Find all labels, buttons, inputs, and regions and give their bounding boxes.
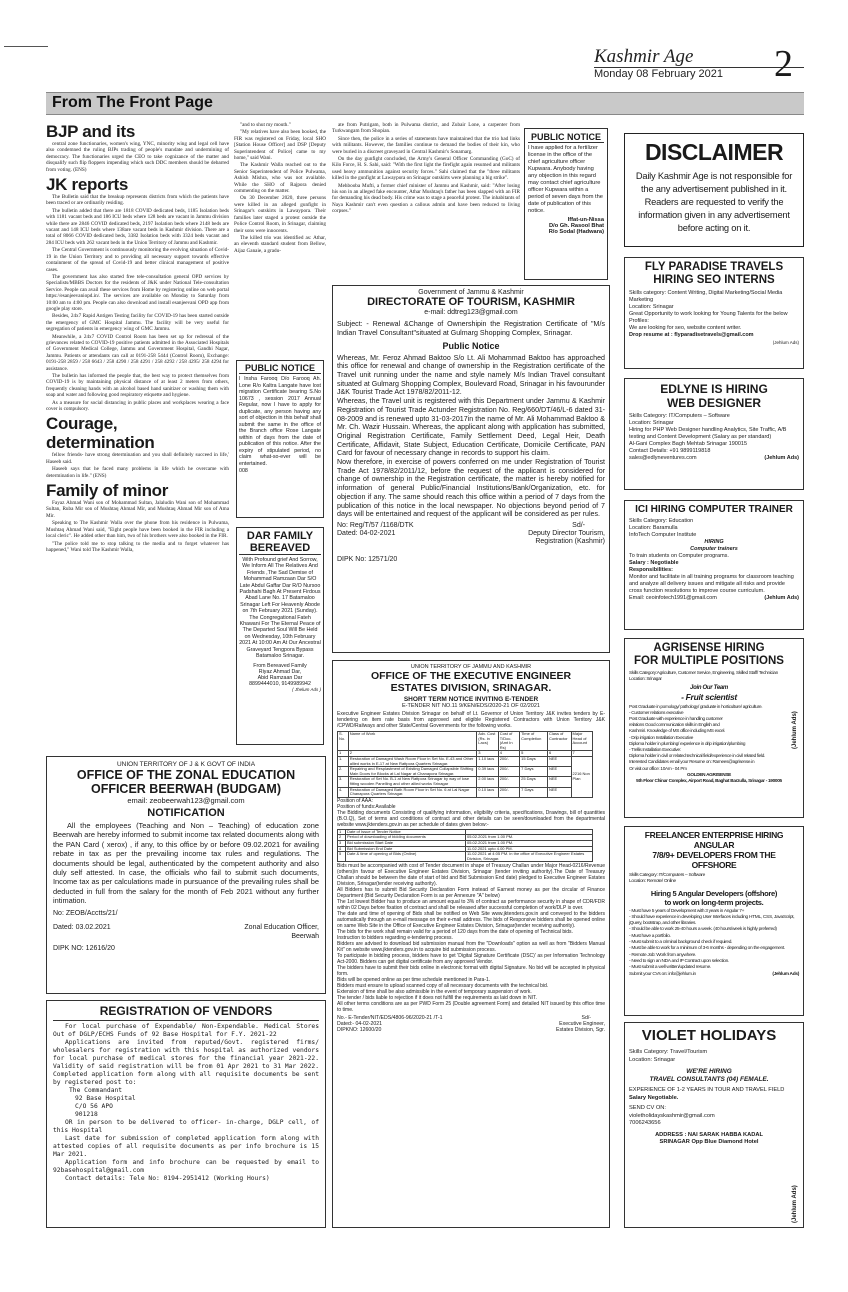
engineer-enit: E-TENDER NIT NO.11 9/KEN/EDS/2020-21 OF 02/2021 bbox=[402, 703, 540, 709]
edlyne-title1: EDLYNE IS HIRING bbox=[660, 382, 768, 396]
bereaved-from: From Bereaved Family bbox=[253, 662, 307, 669]
disclaimer-body: Daily Kashmir Age is not responsible for the any advertisement published in it. Readers are requested to verify the information given in any advertisement before acting on it. bbox=[635, 171, 793, 233]
table-row: 4 Bid Submission End Date 11.02.2021 upto 4.00 PM. bbox=[338, 846, 593, 852]
engineer-title2: ESTATES DIVISION, SRINAGAR. bbox=[390, 682, 552, 694]
engineer-intro: Executive Engineer Estates Division Srinagar on behalf of Lt. Governor of Union Territory J&K invites tenders by E-tendering on item rate basis from approved and eligible Registered Contractors with Union Territory J&K /CPWD/Railways and other State/Central Governments for the following works. bbox=[337, 711, 605, 729]
headline-jk-reports: JK reports bbox=[46, 175, 129, 195]
notice-insha-body: I Insha Farooq D/o Farooq Ah. Lone R/o Kaltra Langate have lost migration Certificate bearing S.No 10673 , session 2017 Annual Regular, now I have to apply for duplicate, any person having any sort of objection in this behalf shall submit the same in the office of the Branch office Rose Langate within of days from the date of publication of this notice. After the expiry of stipulated period, no claim what-so-ever will be entertained. bbox=[239, 376, 321, 467]
masthead-brand: Kashmir Age bbox=[594, 46, 694, 67]
masthead-rule bbox=[594, 67, 804, 68]
zonal-notification: NOTIFICATION bbox=[147, 807, 225, 819]
agrisense-title2: FOR MULTIPLE POSITIONS bbox=[634, 655, 784, 667]
masthead-date: Monday 08 February 2021 bbox=[594, 68, 724, 80]
notice-iffat-relation: D/o Gh. Rasool Bhat bbox=[549, 223, 604, 229]
zonal-ut: UNION TERRITORY OF J & K GOVT OF INDIA bbox=[116, 761, 256, 768]
headline-bjp: BJP and its bbox=[46, 122, 135, 141]
notice-iffat-title: PUBLIC NOTICE bbox=[528, 132, 604, 143]
bereaved-ads: ( Jhelum Ads ) bbox=[292, 686, 321, 692]
notice-iffat-body: I have applied for a fertilizer license in the office of the chief agriculture officer Kupwara. Anybody having any objection in this regard may contact chief agriculture officer Kupwara within a period of seven days from the date of publication of this notice. bbox=[528, 145, 603, 214]
vendors-notice bbox=[46, 1000, 326, 1228]
engineer-ut: UNION TERRITORY OF JAMMU AND KASHMIR bbox=[410, 664, 532, 670]
bereaved-body: With Profound grief And Sorrow, We Inform All The Relatives And Friends ,The Sad Demise of Mohammad Ramzaan Dar S/O Late Abdul Gaffar Dar R/O Nursoo Padshahi Bagh At Present Firdous Abad Lane No. 17 Batamaloo Srinagar Left For Heavenly Abode on 7th February 2021 (Sunday). The Congregational Fateh Khawani For The Eternal Peace of The Departed Soul Will Be Held on Wednesday, 10th February 2021 At 10:00 Am At Our Ancestral Graveyard Tengpora Bypass Batamaloo Srinagar. bbox=[239, 557, 321, 660]
bereaved-phone: 8899444010, 9149989942 bbox=[249, 680, 311, 687]
engineer-subtitle: SHORT TERM NOTICE INVITING E-TENDER bbox=[403, 696, 539, 703]
violet-title: VIOLET HOLIDAYS bbox=[641, 1027, 777, 1044]
zonal-body: All the employees (Teaching and Non – Teaching) of education zone Beerwah are hereby informed to submit income tax related documents along with the PAN Card ( xerox) , if any, to this office by or before 09.02.2021 for availing rebate in tax as per the prevailing income tax rules and regulations. The documents should be legal, authenticated by the competent authority and also duly self attested. In case, the officials who fail to submit such documents, Income tax as per calculations made in pursuance of the prevailing rules shall be deducted in full from the salary for the month of Feb 2021 without any further intimation. bbox=[53, 821, 319, 906]
table-row: 3. Restoration of Set No. B-1 at New Rattpora Srinagar by way of lose fitting wooden Panelling and other allied works Srinagar 2.00 lacs 200/- 25 Days NEE bbox=[338, 777, 593, 787]
engineer-tender bbox=[332, 660, 610, 1228]
tourism-gov: Government of Jammu & Kashmir bbox=[418, 289, 524, 296]
section-banner bbox=[46, 92, 804, 115]
table-row: 2. Repairing and Resplastment of Existing Damaged Collapsible Shifting Main Doors for Blocks at Lal Nagar at Chanapora Srinagar. 0.39 lacs 200/- 7 Days NEE bbox=[338, 767, 593, 777]
works-table-numbers: 1 2 3 4 5 6 7 bbox=[338, 751, 593, 757]
dates-table bbox=[337, 829, 593, 863]
fly-title2: HIRING SEO INTERNS bbox=[653, 274, 775, 286]
agrisense-body: Skills Category:Agriculture, Customer Service, Engineering, Skilled Staff/ Technician Location: Srinagar Join Our Team - Fruit scientist Post Graduate in pomology/ pathology/ graduate in horticulture/ agriculture. - Customer relations executive Post Graduate with experience in handling customer relations Good communication skills in English and Kashmiri. Knowledge of MS office including MS excel. - Drip irrigation Installation Executive Diploma holder in plumbing/ experience in drip irrigation/plumbing - Trellis Installation Executive: Diploma holder in civil or related technical field/experience in civil related field. Interested Candidates email your Resume on: Ramees@agrisense.in Or visit our office: 10Am - 04 Pm GOLDEN AGRISENSE 5th Floor Chinar Complex, Airport Road, Baghat Barzulla, Srinagar - 190005 bbox=[629, 670, 782, 784]
tourism-notice bbox=[332, 285, 610, 653]
top-rule bbox=[4, 46, 48, 47]
ici-body: Skills Category: Education Location: Baramulla InfoTech Computer Institute HIRING Computer trainers To train students on Computer programs. Salary : Negotiable Responsibilities: Monitor and facilitate in all training programs for classroom teaching and analyze all delivery issues and mitigate all risks and provide cross function resolutions to improve course curriculum. Email: ceoinfotech1991@gmail.com (Jehlum Ads) bbox=[629, 518, 799, 601]
zonal-dipk: DIPK NO: 12616/20 bbox=[53, 944, 115, 952]
table-row: 1. Restoration of Damaged Wash Room Floor in Set No. E-43 and Other allied works in E-17 at New Rattpora Quarters Srinagar. 1.10 lacs 200/- 15 Days NEE 2216 Non Plan bbox=[338, 756, 593, 766]
works-table-header: S. No. Name of Work Adv. Cost (Rs. in Lacs) Cost of T/Doc. (Amt In Rs) Time of Completion Class of Contractor Major Head of Account bbox=[338, 732, 593, 751]
zonal-title2: OFFICER BEERWAH (BUDGAM) bbox=[90, 782, 282, 796]
edlyne-body: Skills Category: IT/Computers – Software Location: Srinagar Hiring for PHP Web Designer handling Analytics, Site Traffic, A/B testing and Content Development (Salary as per standard) Al-Gani Complex Bagh Mehtab Srinagar 190015 Contact Details: +91 9899119818 sales@edlyneventures.com (Jehlum Ads) bbox=[629, 413, 799, 461]
tourism-footer: No: Reg/T/57 /1168/DTK Sd/- Dated: 04-02-2021 Deputy Director Tourism, Registration (Kashmir) bbox=[337, 521, 605, 545]
tourism-title: DIRECTORATE OF TOURISM, KASHMIR bbox=[367, 296, 575, 308]
zonal-footer: No: ZEOB/Acctts/21/ Dated: 03.02.2021 Zonal Education Officer, Beerwah bbox=[53, 909, 319, 940]
bereaved-name1: Riyaz Ahmad Dar, bbox=[258, 668, 302, 675]
engineer-footer: No.- E-Tender/NIT/EDS/4806-96/2020-21 /T-1 Sd/- Dated:- 04-02-2021 Executive Engineer, DIPKNO: 12600/20 Estates Division, Sgr. bbox=[337, 1015, 605, 1034]
page-number: 2 bbox=[774, 44, 793, 84]
freelancer-title1: FREELANCER ENTERPRISE HIRING ANGULAR bbox=[644, 830, 784, 850]
agrisense-title1: AGRISENSE HIRING bbox=[653, 642, 765, 654]
tourism-dipk: DIPK No: 12571/20 bbox=[337, 555, 398, 563]
table-row: 4. Restoration of Damaged Bath Room Floor in Set No. 6 at Lal Nagar Chanapora Quarters Srinagar. 0.10 lacs 200/- 7 Days NEE bbox=[338, 787, 593, 797]
table-row: 2 Period of downloading of bidding documents 05.02.2021 from 1.00 PM. bbox=[338, 835, 593, 841]
column-1 bbox=[46, 122, 229, 746]
ad-ici bbox=[624, 500, 804, 630]
notice-insha bbox=[236, 360, 324, 518]
engineer-body-b: Bids must be accompanied with cost of Tender document in shape of Treasury Challan under Major Head-0216/Revenue (others)in favour of Executive Engineer Estates Division, Srinagar (tender inviting authority).The Date of Treasury Challan should be between the date of start of bid and Bid Submission End date) pledged to Executive Engineer Estates Division, Srinagar(tender receiving authority). All Bidders has to submit Bid Security Declaration Form instead of Earnest money as per the circular of Finance Department (Bid Security Declaration Form is as per Annexure "A" below) The 1st lowest Bidder has to produce an amount equal to 3% of contract as performance security in shape of CDR/FDR within 02 Days before fixation of contract and shall be released after successful completion of work/DLP is over. The date and time of opening of Bids shall be notified on Web Site www.jktenders.gov.in and conveyed to the bidders automatically through an e-mail message on their e-mail address. The bids of Responsive bidders shall be opened online on same Web Site in the Office of Executive Engineer Estates Division, Srinagar(tender receiving authority). The bids for the work shall remain valid for a period of 120 days from the date of opening of Technical bids. Instruction to bidders regarding e-tendering process. Bidders are advised to download bid submission manual from the "Downloads" option as well as from "Bidders Manual Kit" on website www.jktenders.gov.in to acquire bid submission process. To participate in bidding process, bidders have to get 'Digital Signature Certificate (DSC)' as per Information Technology Act-2000. Bidders can get digital certificate from any approved Vendor. The bidders have to submit their bids online in electronic format with digital Signature. No bid will be accepted in physical form. Bids will be opened online as per time schedule mentioned in Para-1. Bidders must ensure to upload scanned copy of all necessary documents with the technical bid. Extension of time shall be also admissible in the event of temporary suspension of work. The tender / bids liable to rejection if it does not fulfill the requirements as laid down in NIT. All other terms conditions are as per PWD Form 25 (Double agreement Form) and detailed NIT issued by this office time to time. bbox=[337, 863, 605, 1014]
table-row: 3 Bid submission Start Date 05.02.2021 from 1.00 PM. bbox=[338, 840, 593, 846]
disclaimer-box bbox=[624, 133, 804, 247]
zonal-education-notice bbox=[46, 756, 326, 994]
freelancer-body: Skills Category: IT/Computers – Software Location: Remote/ Online Hiring 5 Angular Developers (offshore) to work on long-term projects. - Must have 5 years of Development with 3 years in Angular 7+ - Should have experience in developing User Interfaces including HTML, CSS, JavaScript, jQuery, bootstrap, and other libraries. - Should be able to work 25-40 hours a week. (40 hours/week is highly preferred) - Must have a portfolio. - Must submit to a criminal background check if required. - Must be able to work for a minimum of 3-6 months - depending on the engagement. - Remote Job: Work from anywhere. - Need to sign an NDA and IP Contract upon selection. - Must submit a well written/updated resume. Submit your CVs on: info@jehlum.in (Jehlum Ads) bbox=[629, 873, 799, 977]
zonal-email: email: zeobeerwah123@gmail.com bbox=[127, 796, 245, 805]
notice-insha-title: PUBLIC NOTICE bbox=[239, 363, 321, 374]
table-row: 1 Date of Issue of Tender Notice bbox=[338, 829, 593, 835]
engineer-body-a: Position of AAA: Position of funds:Available The Bidding documents Consisting of qualifying information, eligibility criteria, specifications, Drawings, bill of quantities (B.O.Q), Set of terms and conditions of contract and other details can be seen/downloaded from the departmental website www.jktenders.gov.in as per schedule of dates given below:- bbox=[337, 797, 605, 828]
article-bjp: central zone functionaries, women's wing, YNC, minority wing and legal cell have also condemned the ruling BJPs trading of people's mandate and undermining of democracy. The functionaries urged the CEO to take cognizance of the matter and disqualify such flip floppers impending which such DDC members should be debarred from voting. (ENS) bbox=[46, 141, 229, 173]
fly-title1: FLY PARADISE TRAVELS bbox=[644, 261, 784, 273]
ad-agrisense bbox=[624, 638, 804, 818]
disclaimer-title: DISCLAIMER bbox=[644, 139, 784, 165]
vendors-body: For local purchase of Expendable/ Non-Expendable. Medical Stores Out of DGLP/ECHS Funds of 92 Base Hospital for F.Y. 2021-22 Applications are invited from reputed/Govt. registered firms/ wholesalers for registration with this hospital as authorized vendors for local purchase of medical stores for the financial year 2021-22. Validity of said registration will be from 01 Apr 2021 to 31 Mar 2022. Completed application form along with all requisite documents be sent by registered post to: The Commandant 92 Base Hospital C/O 56 APO 901218 OR in person to be delivered to officer- in-charge, DGLP cell, of this Hospital Last date for submission of completed application form along with attested copies of all requisite documents as per info brochure is 15 Mar 2021. Application form and info brochure can be requested by email to 92basehospital@gmail.com Contact details: Tele No: 0194-2951412 (Working Hours) bbox=[53, 1023, 319, 1182]
violet-ads: (Jehlum Ads) bbox=[792, 1185, 798, 1223]
notice-iffat-name: Iffat-un-Nissa bbox=[567, 217, 604, 223]
notice-iffat bbox=[524, 128, 608, 280]
notice-iffat-address: R/o Sodal (Hadwara) bbox=[548, 229, 604, 235]
tourism-public-notice: Public Notice bbox=[442, 340, 500, 351]
violet-body: Skills Category: Travel/Tourism Location: Srinagar WE'RE HIRING TRAVEL CONSULTANTS (04) FEMALE. EXPERIENCE OF 1-2 YEARS IN TOUR AND TRAVEL FIELD Salary Negotiable. SEND CV ON: violetholidayskashmir@gmail.com 7006243656 ADDRESS : NAI SARAK HABBA KADAL SRINAGAR Opp Blue Diamond Hotel bbox=[629, 1049, 785, 1145]
article-family: Fayaz Ahmad Wani son of Mohammad Sultan, Jalaludin Wani son of Mohammad Sultan, Ruba Mir son of Mushtaq Ahmad Mir, and Mushtaq Ahmad Mir son of Ama Mir. Speaking to The Kashmir Walla over the phone from his residence in Pulwama, Mushtaq Ahmad Wani said, "Eight people have been booked in the FIR including a local cleric". He added other than him, two of his brothers were also booked in the FIR. "The police told me to stop talking to the media and to forget whatever has happened," Wani told The Kashmir Walla, bbox=[46, 500, 229, 553]
table-row: 5 Date & time of opening of Bids (Online) 11.02.2021 at 4:05 PM. in the office of Executive Engineer Estates Division, Srinagar. bbox=[338, 852, 593, 862]
bereaved-title: DAR FAMILY BEREAVED bbox=[239, 530, 321, 555]
ad-edlyne bbox=[624, 378, 804, 490]
tourism-subject: Subject: - Renewal &Change of Ownershipin the Registration Certificate of "M/s Indian Travel Consultant"situated at Gulmarg Shopping Complex, Srinagar. bbox=[337, 320, 605, 337]
section-title: From The Front Page bbox=[52, 94, 213, 111]
works-table bbox=[337, 731, 593, 798]
article-courage: fellow friends- have strong determination and you shall definitely succeed in life,' Haseeb said. Haseeb says that he faced many problems in life which he overcame with determination in life." (ENS) bbox=[46, 452, 229, 479]
engineer-title1: OFFICE OF THE EXECUTIVE ENGINEER bbox=[370, 670, 572, 682]
notice-insha-ref: 008 bbox=[239, 468, 248, 474]
ad-freelancer bbox=[624, 826, 804, 1016]
article-jk-reports: The Bulletin said that the breakup represents districts from which the patients have been traced or are ordinarily residing. The bulletin added that there are 1818 COVID dedicated beds, 1185 Isolation beds with 1181 vacant beds and 186 ICU beds where 128 beds are vacant in Jammu division while there are 2846 COVID dedicated beds, 2197 Isolation beds where 2148 beds are vacant and 148 ICU beds where 138are vacant beds in Kashmir division. There are a total of 8066 COVID dedicated beds, 3382 Isolation beds with 3324 beds vacant and 284 ICU beds with 262 vacant beds in the Union Territory of Jammu and Kashmir. The Central Government is continuously monitoring the evolving situation of Covid-19 in the Union Territory and to providing all necessary support towards effective containment of the spread of Covid-19 and better clinical management of positive cases. The government has also started free tele-consultation general OPD services by Specialists/MBBS Doctors for the residents of J&K under National Tele-consultation Service. People can avail these services from Home by registering online on web portal https://esanjeevaniopd.in/. The services are available on Monday to Saturday from 10:00 am to 4:00 pm. People can also download and install esanjeevani OPD app from google play store. Besides, 24x7 Rapid Antigen Testing facility for COVID-19 has been started outside the emergency of GMC Hospital Jammu. The facility will be very useful for segregation of patients in emergency wing of GMC Jammu. Meanwhile, a 24x7 COVID Control Room has been set up for redressal of the grievances related to COVID-19 positive patients admitted in the Associated Hospitals of Government Medical College, Jammu and Government Hospital, Gandhi Nagar, Jammu. Patients or attendants can call at 0191-258 5444 (Control Room), Exchange: 0191-258 2859 / 258 6643 / 258 4290 / 258 4291 / 258 4292 / 258 4295/ 258 4294 for assistance. The bulletin has informed the people that, the best way to protect themselves from COVID-19 is by maintaining physical distance of at least 2 meters from others, frequently cleaning hands with an alcohol based hand sanitizer or washing them with soap and water and following good respiratory etiquette and hygiene. As a measure for social distancing in public places and workplaces wearing a face cover is compulsory. bbox=[46, 194, 229, 413]
bereaved-name2: Abid Ramzaan Dar bbox=[257, 674, 303, 681]
vendors-title: REGISTRATION OF VENDORS bbox=[53, 1004, 319, 1021]
column-2: "and to shut my mouth." "My relatives have also been booked, the FIR was registered on Friday, local SHO [Station House Officer] and DSP [Deputy Superintendent of Police] came to my home," said Wani. The Kashmir Walla reached out to the Senior Superintendent of Police Pulwama, Ashish Mishra, who was not available. While the SHO of Rajpora denied commenting on the matter. On 30 December 2020, three persons were killed in an alleged gunfight in Srinagar's outskirts in Lawaypora. Their families later staged a protest outside the Police Control Room, in Srinagar, claiming their sons were innocents. The killed trio was identified as: Athar, an eleventh standard student from Bellow, Aijaz Ganaie, a gradu- bbox=[234, 122, 326, 254]
tourism-body: Whereas, Mr. Feroz Ahmad Baktoo S/o Lt. Ali Mohammad Baktoo has approached this office for renewal and change of ownership in the Registration certificate of the Travel unit running under the name and style namely M/s Indian Travel consultant situated at Gulmarg Shopping Complex, Boulevard Road, Srinagar in his favourunder J&K Tourist Trade Act 1978/82/2011-12. Whereas, the Travel unit is registered with this Department under Jammu & Kashmir Registration of Tourist Trade Actunder Registration No. Reg/660/DT/46/L-6 dated 31-08-2009 and is renewed upto 31-03-2017in the name of Mr. Ali Mohammad Baktoo & Mr. Ch. Wazir Hussain. Whereas, the applicant along with application has submitted, Original Registration Certificate, Family Settlement Deed, Legal Heir, Death Certificate, Affidavit, State Subject, Education Certificate, Domicile Certificate, PAN Card for favour of necessary change in records to support his claim. Now therefore, in exercise of powers conferred on me under Registration of Tourist Trade Act 1978/82/2011/12, before the request of the applicant is considered for change of ownership in the Registration certificate, the matter is hereby notified for information of general Public/Financial Institutions/Bank/Organization, etc. for objection if any. The same should reach this office within a period of 7 days from the publication of this notice in the local newspaper. No objections beyond period of 7 days will be entertained and request of the applicant will be considered as per rules. bbox=[337, 353, 605, 519]
zonal-title1: OFFICE OF THE ZONAL EDUCATION bbox=[76, 768, 296, 782]
headline-family: Family of minor bbox=[46, 481, 169, 501]
agrisense-ads: (Jehlum Ads) bbox=[792, 711, 798, 749]
ad-fly-paradise bbox=[624, 257, 804, 369]
tourism-email: e-mail: ddtreg123@gmail.com bbox=[424, 309, 518, 316]
freelancer-title2: 7/8/9+ DEVELOPERS FROM THE OFFSHORE bbox=[652, 850, 776, 870]
edlyne-title2: WEB DESIGNER bbox=[666, 396, 761, 410]
headline-courage: Courage, determination bbox=[46, 414, 155, 453]
ici-title: ICI HIRING COMPUTER TRAINER bbox=[635, 504, 793, 515]
bereaved-notice bbox=[236, 527, 324, 745]
ad-violet-holidays bbox=[624, 1022, 804, 1228]
fly-body: Skills category: Content Writing, Digital Marketing/Social Media Marketing Location: Srinagar Great Opportunity to work looking for Young Talents for the below Profiles: We are looking for seo, website content writer. Drop resume at : flyparadisetravels@gmail.com (Jehlum Ads) bbox=[629, 290, 799, 345]
column-3: ate from Putrigam, both in Pulwama district, and Zubair Lone, a carpenter from Turkwangam from Shopian. Since then, the police in a series of statements have maintained that the trio had links with militants. However, the families continue to demand the bodies of their kin, who were buried in a discreet graveyard in Central Kashmir's Sonamarg. On the day gunfight concluded, the Army's General Officer Commanding (GoC) of Kilo Force, H. S. Sahi, said: "With the first light the firefight again resumed and militants used heavy ammunition against security forces." Sahi claimed that the "three militants killed in the gunfight at Lawaypora on Srinagar outskirts were planning a big strike". Mehbooba Mufti, a former chief minister of Jammu and Kashmir, said: "After losing his son in an alleged fake encounter, Athar Mushtaq's father has been slapped with an FIR for demanding his dead body. His crime was to stage a peaceful protest. The inhabitants of Naya Kashmir can't even question a callous admin and have been reduced to living corpses." bbox=[332, 122, 520, 215]
